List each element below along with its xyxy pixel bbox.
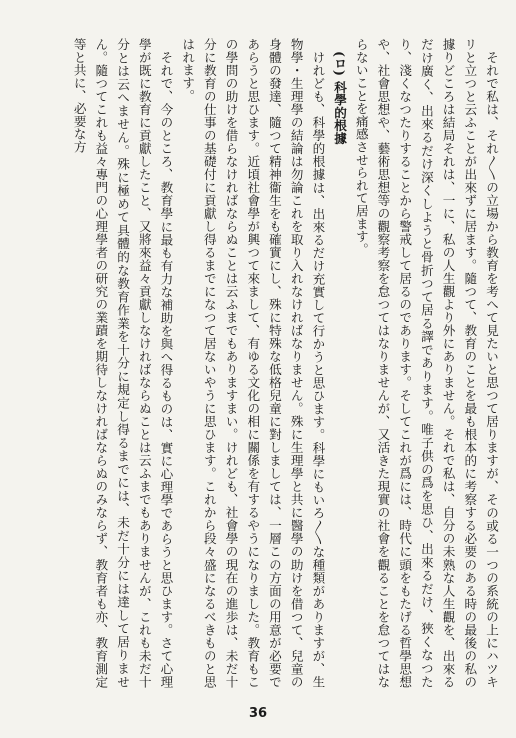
- paragraph-1: それで私は、それ〳〵の立場から教育を考へて見たいと思つて居りますが、その或る一つの系統の上にハツキリと立つと云ふことが出來ずに居ます。隨つて、教育のことを最も根本的に考察する必要のある時の最後の私の據りどころは結局それは、一に、私の人生觀より外にありません。それで私は、自分の未熟な人生觀を、出來るだけ廣く、出來るだけ深くしようと骨折つて居る譯であります。唯子供の爲を思ひ、出來るだけ、狹くなつたり、淺くなつたりすることから警戒して居るのであります。そしてこれが爲には、時代に頭をもたげる哲學思想や、社會思想や、藝術思想等の觀察考察を怠つてはなりませんが、又活きた現實の社會を觀ることを怠つてはならないことを痛感させられて居ます。: [353, 38, 499, 688]
- section-heading: (ロ) 科學的根據: [332, 50, 348, 145]
- page-number: 36: [248, 706, 268, 721]
- paragraph-3: それで、今のところ、教育學に最も有力な補助を與へ得るものは、實に心理學であらうと思ひます。さて心理學が既に教育に貢獻したこと、又將來益々貢獻しなければならぬことは云ふまでもありませんが、これも未だ十分とは云へません。殊に極めて具體的な教育作業を十分に規定し得るまでには、未だ十分には達して居りません。隨つてこれも益々專門の心理學者の研究の業蹟を期待しなければならぬのみならず、教育者も亦、教育測定等と共に、必要な方: [71, 38, 174, 688]
- body-text: [10, 38, 502, 688]
- paragraph-2: けれども、科學的根據は、出來るだけ充實して行かうと思ひます。科學にもいろ〳〵な種類がありますが、生物學・生理學の結論は勿論これを取り入れなければなりません。殊に生理學と共に醫學の助けを借つて、兒童の身體の發達、隨つて精神衞生をも確實にし、殊に特殊な低格兒童に對しましては、一層この方面の用意が必要であらうと思ひます。近頃社會學が興つて來まして、有ゆる文化の相に關係を有するやうになりました。教育もこの學問の助けを借らなければならぬことは云ふまでもありますまい。けれども、社會學の現在の進歩は、未だ十分に教育の仕事の基礎付に貢獻し得るまでになつて居ないやうに思ひます。これから段々盛になるべきものと思はれます。: [180, 38, 326, 688]
